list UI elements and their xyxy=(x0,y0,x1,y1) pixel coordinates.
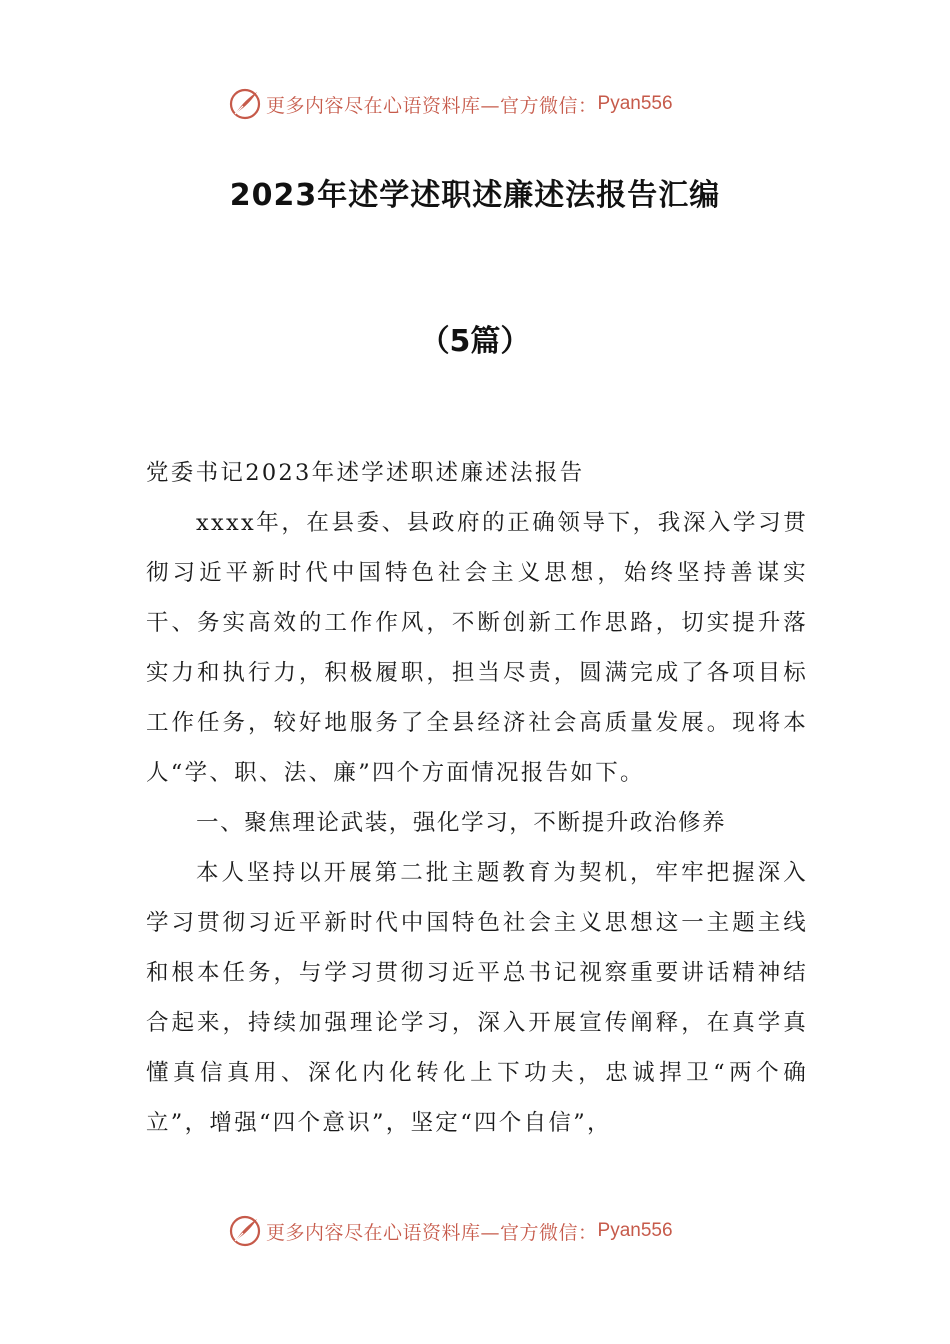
document-body xyxy=(146,448,808,1148)
watermark-footer xyxy=(228,1211,673,1251)
watermark-text: 更多内容尽在心语资料库—官方微信： xyxy=(266,1221,598,1244)
document-title: 2023年述学述职述廉述法报告汇编 xyxy=(229,178,721,213)
document-subtitle: （5篇） xyxy=(419,324,531,359)
watermark-header xyxy=(228,84,673,124)
report-heading: 党委书记2023年述学述职述廉述法报告 xyxy=(146,460,585,486)
intro-paragraph: xxxx年，在县委、县政府的正确领导下，我深入学习贯彻习近平新时代中国特色社会主义思想，始终坚持善谋实干、务实高效的工作作风，不断创新工作思路，切实提升落实力和执行力，积极履职，担当尽责，圆满完成了各项目标工作任务，较好地服务了全县经济社会高质量发展。现将本人“学、职、法、廉”四个方面情况报告如下。 xyxy=(146,510,808,786)
watermark-wechat-id: Pyan556 xyxy=(597,93,673,114)
section-heading: 一、聚焦理论武装，强化学习，不断提升政治修养 xyxy=(196,810,727,836)
quill-logo-icon xyxy=(228,1214,262,1248)
body-paragraph: 本人坚持以开展第二批主题教育为契机，牢牢把握深入学习贯彻习近平新时代中国特色社会主义思想这一主题主线和根本任务，与学习贯彻习近平总书记视察重要讲话精神结合起来，持续加强理论学习，深入开展宣传阐释，在真学真懂真信真用、深化内化转化上下功夫，忠诚捍卫“两个确立”，增强“四个意识”，坚定“四个自信”， xyxy=(146,860,808,1136)
watermark-wechat-id: Pyan556 xyxy=(597,1220,673,1241)
watermark-text: 更多内容尽在心语资料库—官方微信： xyxy=(266,94,598,117)
quill-logo-icon xyxy=(228,87,262,121)
